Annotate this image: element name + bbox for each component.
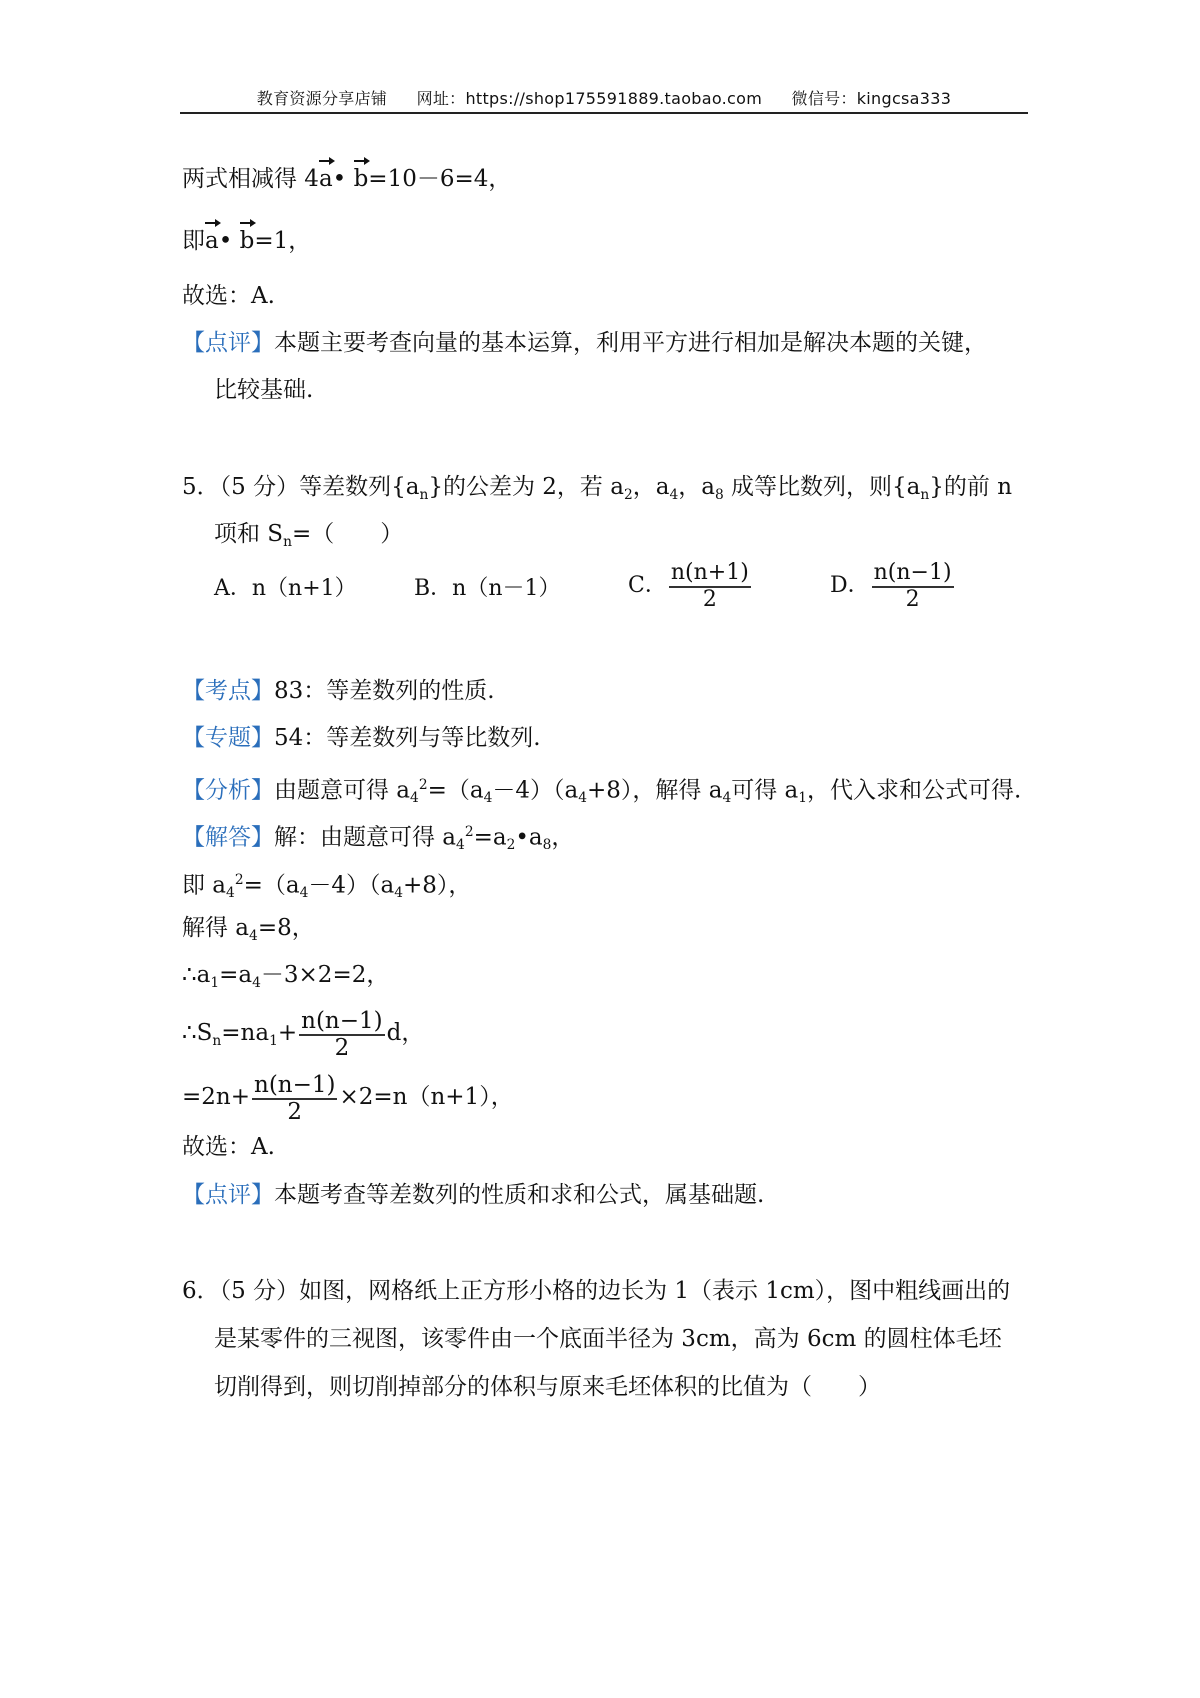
q6-stem-line3: 切削得到，则切削掉部分的体积与原来毛坯体积的比值为（ ）: [214, 1374, 881, 1400]
q6-stem-line1: 6．（5 分）如图，网格纸上正方形小格的边长为 1（表示 1cm），图中粗线画出的: [182, 1278, 1011, 1304]
q5-step5: =2n+ $\frac{n(n-1)}{2}$ ×2=n（n+1），: [182, 1072, 514, 1125]
text: 本题主要考查向量的基本运算，利用平方进行相加是解决本题的关键，: [274, 330, 987, 356]
page-header: [180, 86, 1028, 114]
vector-a: a: [318, 166, 333, 192]
header-shop: 教育资源分享店铺: [256, 89, 388, 108]
q5-step1: 即 $a_4^2=(a_4-4)(a_4+8)$，: [182, 872, 472, 902]
q5-review: 【点评】本题考查等差数列的性质和求和公式，属基础题.: [182, 1182, 765, 1208]
q5-step3: $\therefore a_1=a_4-3\times 2=2$，: [182, 962, 390, 991]
q5-option-d: D． $\frac{n(n-1)}{2}$: [830, 560, 952, 612]
fraction: $\frac{n(n-1)}{2}$: [254, 1072, 336, 1125]
analysis-tag: 【分析】: [182, 777, 274, 804]
q5-option-a: A．n（n+1）: [214, 576, 357, 601]
review-tag: 【点评】: [182, 330, 274, 356]
text: 两式相减得 4: [182, 166, 319, 192]
text: =1，: [254, 228, 312, 254]
q5-step2: 解得 $a_4=8$，: [182, 915, 315, 944]
q6-stem-line2: 是某零件的三视图，该零件由一个底面半径为 3cm，高为 6cm 的圆柱体毛坯: [214, 1326, 1002, 1352]
zhuanti-tag: 【专题】: [182, 725, 274, 751]
q5-option-b: B．n（n－1）: [414, 576, 561, 601]
q4-subtract-line: [182, 164, 511, 194]
fraction: $\frac{n(n-1)}{2}$: [301, 1008, 383, 1061]
solution-tag: 【解答】: [182, 824, 274, 851]
q5-zhuanti: 【专题】54：等差数列与等比数列.: [182, 725, 541, 751]
q4-result-line: [182, 226, 311, 256]
dot-operator: •: [332, 166, 347, 192]
q4-review-line2: 比较基础.: [214, 377, 314, 403]
q5-stem-line1: 5．（5 分）等差数列$\{a_n\}$的公差为 2，若 $a_2$，$a_4$，$a_8$ 成等比数列，则$\{a_n\}$的前 n: [182, 474, 1013, 503]
vector-b: b: [353, 166, 369, 192]
q5-option-c: C． $\frac{n(n+1)}{2}$: [628, 560, 749, 612]
q5-step4: $\therefore S_n=na_1+$ $\frac{n(n-1)}{2}$ d，: [182, 1008, 425, 1061]
text: =10－6=4，: [368, 166, 512, 192]
header-wechat: 微信号：kingcsa333: [791, 89, 952, 108]
review-tag: 【点评】: [182, 1182, 274, 1208]
dot-operator: •: [218, 228, 233, 254]
vector-a: a: [205, 228, 219, 254]
text: 即: [182, 228, 205, 254]
fraction: $\frac{n(n+1)}{2}$: [670, 560, 749, 612]
q5-stem-line2: 项和 $S_n=$（ ）: [214, 521, 404, 550]
q5-kaodian: 【考点】83：等差数列的性质.: [182, 678, 495, 704]
fraction: $\frac{n(n-1)}{2}$: [873, 560, 952, 612]
q4-review-line1: [182, 328, 987, 358]
q5-solution-head: 【解答】解：由题意可得 $a_4^2=a_2•a_8$，: [182, 824, 575, 854]
q5-analysis: 【分析】由题意可得 $a_4^2=(a_4-4)(a_4+8)$，解得 $a_4$可得 $a_1$，代入求和公式可得.: [182, 777, 1022, 807]
kaodian-tag: 【考点】: [182, 678, 274, 704]
vector-b: b: [239, 228, 255, 254]
q5-answer: 故选：A.: [182, 1134, 275, 1160]
header-url: 网址：https://shop175591889.taobao.com: [416, 89, 763, 108]
q4-answer: 故选：A.: [182, 283, 275, 309]
